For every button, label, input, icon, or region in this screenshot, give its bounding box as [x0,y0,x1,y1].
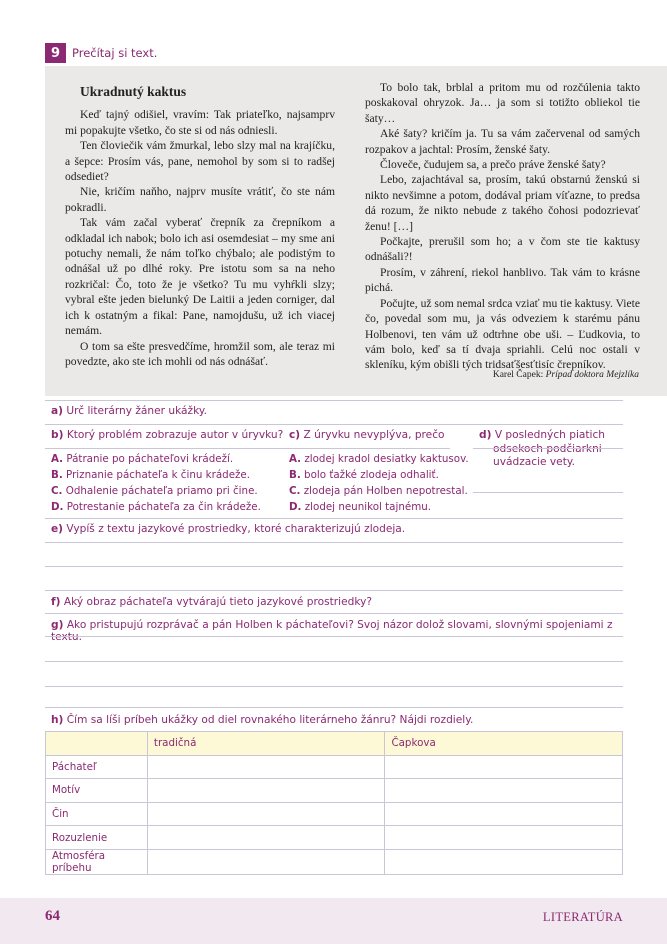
story-paragraph: Keď tajný odišiel, vravím: Tak priateľko, najsamprv mi popakujte všetko, čo ste si od nás odniesli. [65,108,335,137]
question-text: Urč literárny žáner ukážky. [66,405,207,417]
option-key: C. [51,485,63,497]
question-f [51,596,372,608]
question-letter: g) [51,619,64,631]
question-letter: c) [289,429,301,441]
question-b [51,429,283,441]
story-paragraph: Počkajte, prerušil som ho; a v čom ste tie kaktusy odnášali?! [365,235,640,264]
question-text: Aký obraz páchateľa vytvárajú tieto jazykové prostriedky? [63,596,372,608]
option-key: A. [289,453,302,465]
page-footer [0,898,667,944]
answer-line[interactable] [45,636,623,637]
answer-line[interactable] [45,613,623,614]
table-row [46,779,623,803]
story-paragraph: Ten človiečik vám žmurkal, lebo slzy mal na krajíčku, a šepce: Prosím vás, pane, nemohol by som si to radšej odsediet? [65,139,335,184]
story-paragraph: Lebo, zajachtával sa, prosím, takú obstarnú ženskú si nikto nevšimne a potom, dodával priam víťazne, to predsa dá rozum, že nikto nebude z takého čohosi podozrievať ženu! […] [365,173,640,233]
task-instruction: Prečítaj si text. [72,46,158,60]
table-row [46,802,623,826]
answer-cell[interactable] [147,849,385,874]
question-letter: e) [51,523,64,535]
credit-author: Karel Čapek: [492,370,544,380]
story-paragraph: Človeče, čudujem sa, a prečo práve ženské šaty? [380,158,606,172]
option-key: D. [289,501,302,513]
answer-line[interactable] [473,492,623,493]
question-letter: f) [51,596,61,608]
option-key: B. [51,469,63,481]
option-b-a[interactable] [51,453,233,465]
option-c-c[interactable] [289,485,468,497]
question-h [51,714,473,726]
question-text: V posledných piatich [494,429,606,441]
story-right-column [365,80,640,373]
question-text: Vypíš z textu jazykové prostriedky, ktoré charakterizujú zlodeja. [66,523,406,535]
answer-cell[interactable] [385,755,623,779]
option-text: zlodej neunikol tajnému. [304,501,432,513]
option-b-d[interactable] [51,501,261,513]
question-letter: b) [51,429,64,441]
answer-cell[interactable] [385,802,623,826]
answer-line[interactable] [45,590,623,591]
table-header-cell: Čapkova [385,732,623,756]
option-c-d[interactable] [289,501,431,513]
option-b-c[interactable] [51,485,258,497]
question-a [51,405,207,417]
option-text: bolo ťažké zlodeja odhaliť. [304,469,439,481]
story-paragraph: Nie, kričím naňho, najprv musíte vrátiť, čo ste nám pokradli. [65,185,335,214]
story-credit [493,370,639,380]
answer-cell[interactable] [385,826,623,850]
question-letter: a) [51,405,63,417]
answer-line[interactable] [45,707,623,708]
story-paragraph: Prosím, v záhrení, riekol hanblivo. Tak vám to krásne pichá. [365,265,640,295]
row-label: Atmosféra príbehu [46,849,148,874]
page-number: 64 [45,908,60,924]
table-row [46,849,623,874]
rule-line [45,448,450,449]
option-text: Potrestanie páchateľa za čin krádeže. [66,501,261,513]
answer-cell[interactable] [147,755,385,779]
question-letter: h) [51,714,64,726]
rule-line [473,448,623,449]
answer-cell[interactable] [385,779,623,803]
answer-cell[interactable] [147,826,385,850]
answer-line[interactable] [45,661,623,662]
story-paragraph: Počujte, už som nemal srdca vziať mu tie kaktusy. Viete čo, povedal som mu, ja vás odveziem k starému pánu Holbenovi, ten vám už odtrhne obe uši. – Ľudkovia, to vám bolo, keď sa tí dvaja spriahli. Celú noc ostali v skleníku, kým obišli tých tridsaťšesťtisíc črepníkov. [365,296,640,372]
option-text: Pátranie po páchateľovi krádeží. [66,453,234,465]
table-header-cell: tradičná [147,732,385,756]
question-text: odsekoch podčiarkni [493,442,602,455]
rule-line [45,518,623,519]
row-label: Rozuzlenie [46,826,148,850]
option-key: A. [51,453,64,465]
rule-line [45,400,623,401]
question-text: Z úryvku nevyplýva, prečo [303,429,445,441]
story-paragraph: Aké šaty? kričím ja. Tu sa vám začervenal od samých rozpakov a jachtal: Prosím, ženské šaty. [365,127,640,156]
answer-line[interactable] [45,686,623,687]
row-label: Čin [46,802,148,826]
answer-line[interactable] [45,566,623,567]
option-text: zlodej kradol desiatky kaktusov. [304,453,469,465]
question-text: Ktorý problém zobrazuje autor v úryvku? [66,429,284,441]
section-name: LITERATÚRA [542,910,623,924]
question-d [479,429,614,470]
story-box [45,66,667,396]
answer-cell[interactable] [385,849,623,874]
question-text: Čím sa líši príbeh ukážky od diel rovnakého literárneho žánru? Nájdi rozdiely. [66,714,474,726]
option-key: D. [51,501,64,513]
option-c-a[interactable] [289,453,469,465]
story-paragraph: O tom sa ešte presvedčíme, hromžil som, ale teraz mi povedzte, ako ste ich mohli od nás odnášať. [65,339,335,368]
story-paragraph: To bolo tak, brblal a pritom mu od rozčúlenia takto poskakoval ohryzok. Ja… ja som si totižto obliekol tie šaty… [365,81,640,125]
story-left-column [65,84,335,369]
table-row [46,755,623,779]
row-label: Motív [46,779,148,803]
option-text: zlodeja pán Holben nepotrestal. [303,485,468,497]
question-letter: d) [479,429,492,441]
table-header-cell [46,732,148,756]
answer-cell[interactable] [147,779,385,803]
row-label: Páchateľ [46,755,148,779]
option-b-b[interactable] [51,469,250,481]
answer-line[interactable] [45,424,623,425]
task-header [45,43,157,63]
option-text: Priznanie páchateľa k činu krádeže. [66,469,251,481]
question-g [51,619,623,643]
option-c-b[interactable] [289,469,439,481]
table-row [46,826,623,850]
table-header-row [46,732,623,756]
story-title: Ukradnutý kaktus [80,84,187,99]
task-number-badge: 9 [45,43,66,63]
question-e [51,523,405,535]
answer-line[interactable] [45,542,623,543]
option-text: Odhalenie páchateľa priamo pri čine. [65,485,258,497]
option-key: C. [289,485,301,497]
answer-cell[interactable] [147,802,385,826]
credit-work: Prípad doktora Mejzlíka [545,370,639,380]
question-c [289,429,445,441]
comparison-table [45,731,623,875]
question-text: Ako pristupujú rozprávač a pán Holben k páchateľovi? Svoj názor dolož slovami, slovnými spojeniami z textu. [51,619,613,643]
story-paragraph: Tak vám začal vyberať črepník za črepníkom a odkladal ich nabok; bolo ich asi osemdesiat – my sme ani potuchy nemali, že nám toľko chýbalo; ale podistým to odnášal už po dlhé roky. Pre istotu som sa na neho rozkričal: Čo, toto že je všetko? Tu mu vyhŕkli slzy; vybral ešte jeden bielunký De Laitii a jeden corniger, dal ich k ostatným a fikal: Pane, namojdušu, už ich viacej nemám. [65,216,335,338]
question-text: uvádzacie vety. [493,456,575,468]
option-key: B. [289,469,301,481]
